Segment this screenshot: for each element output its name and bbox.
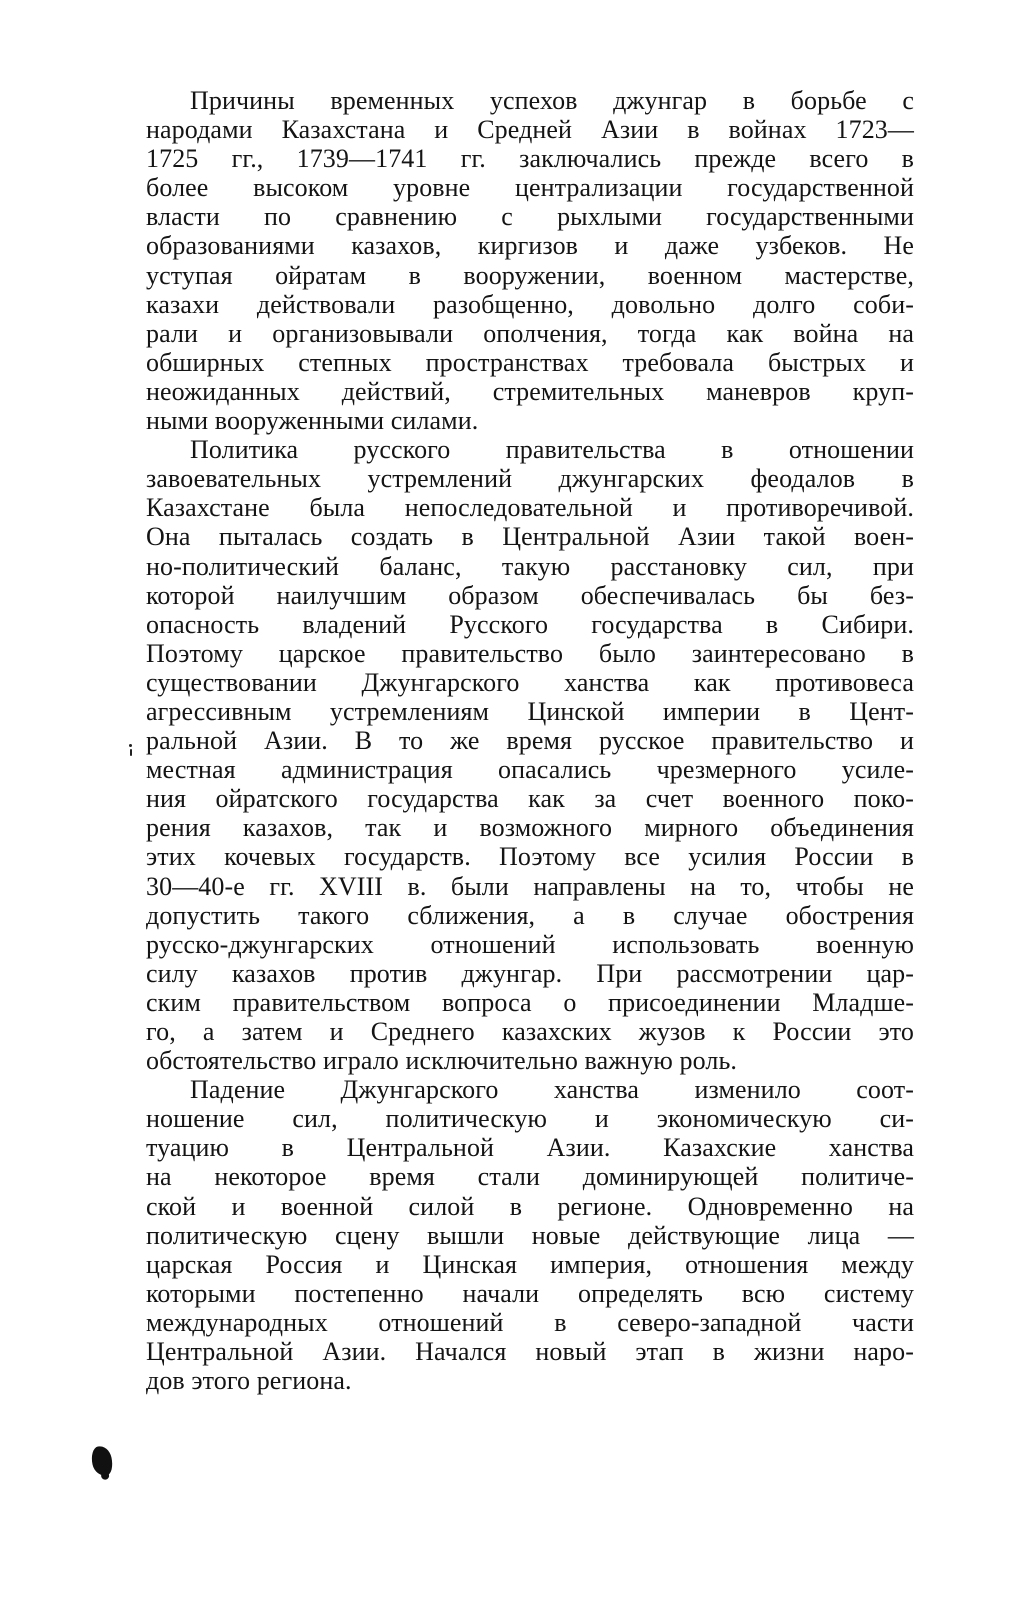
text-line: но-политический баланс, такую расстановку сил, при [146,551,914,581]
text-line: которыми постепенно начали определять всю систему [146,1278,914,1308]
ink-blot [89,1444,115,1478]
text-line: ским правительством вопроса о присоединении Младше- [146,987,914,1017]
text-line: существовании Джунгарского ханства как противовеса [146,667,914,697]
text-line: дов этого региона. [146,1366,352,1396]
text-line: которой наилучшим образом обеспечивалась бы без- [146,580,914,610]
text-line: го, а затем и Среднего казахских жузов к России это [146,1017,914,1046]
text-line: народами Казахстана и Средней Азии в войнах 1723— [146,115,914,145]
text-line: туацию в Центральной Азии. Казахские ханства [146,1133,914,1163]
text-line: более высоком уровне централизации государственной [146,173,914,203]
text-line: Падение Джунгарского ханства изменило соот- [190,1075,914,1105]
text-line: обстоятельство играло исключительно важную роль. [146,1046,738,1076]
text-line: ношение сил, политическую и экономическую си- [146,1104,914,1134]
text-line: русско-джунгарских отношений использовать военную [146,929,914,959]
text-line: Причины временных успехов джунгар в борьбе с [190,86,914,115]
text-line: ральной Азии. В то же время русское правительство и [146,726,914,756]
text-line: царская Россия и Цинская империя, отношения между [146,1249,914,1279]
margin-speck [128,744,133,756]
text-line: Она пыталась создать в Центральной Азии такой воен- [146,522,914,552]
text-line: рения казахов, так и возможного мирного объединения [146,813,914,843]
text-line: неожиданных действий, стремительных маневров круп- [146,376,914,406]
text-line: международных отношений в северо-западной части [146,1307,914,1337]
text-line: завоевательных устремлений джунгарских феодалов в [146,464,914,494]
text-line: власти по сравнению с рыхлыми государственными [146,202,914,232]
text-line: агрессивным устремлениям Цинской империи в Цент- [146,696,914,726]
text-line: местная администрация опасались чрезмерного усиле- [146,755,914,785]
text-line: рали и организовывали ополчения, тогда как война на [146,318,914,348]
text-line: на некоторое время стали доминирующей политиче- [146,1162,914,1192]
text-line: этих кочевых государств. Поэтому все усилия России в [146,842,914,872]
text-line: Политика русского правительства в отношении [190,435,914,465]
text-line: образованиями казахов, киргизов и даже узбеков. Не [146,231,914,261]
text-line: ными вооруженными силами. [146,406,479,436]
text-line: ния ойратского государства как за счет военного поко- [146,784,914,814]
text-line: обширных степных пространствах требовала быстрых и [146,347,914,377]
text-line: Поэтому царское правительство было заинтересовано в [146,638,914,668]
text-line: Центральной Азии. Начался новый этап в жизни наро- [146,1337,914,1367]
text-line: Казахстане была непоследовательной и противоречивой. [146,493,914,523]
text-line: политическую сцену вышли новые действующие лица — [146,1220,914,1250]
text-line: 30—40-е гг. XVIII в. были направлены на то, чтобы не [146,871,914,901]
text-line: допустить такого сближения, а в случае обострения [146,900,914,930]
body-text [146,86,914,1395]
text-line: уступая ойратам в вооружении, военном мастерстве, [146,260,914,290]
text-line: ской и военной силой в регионе. Одновременно на [146,1191,914,1221]
text-line: опасность владений Русского государства в Сибири. [146,609,914,639]
text-line: 1725 гг., 1739—1741 гг. заключались прежде всего в [146,144,914,174]
text-line: казахи действовали разобщенно, довольно долго соби- [146,289,914,319]
text-line: силу казахов против джунгар. При рассмотрении цар- [146,958,914,988]
